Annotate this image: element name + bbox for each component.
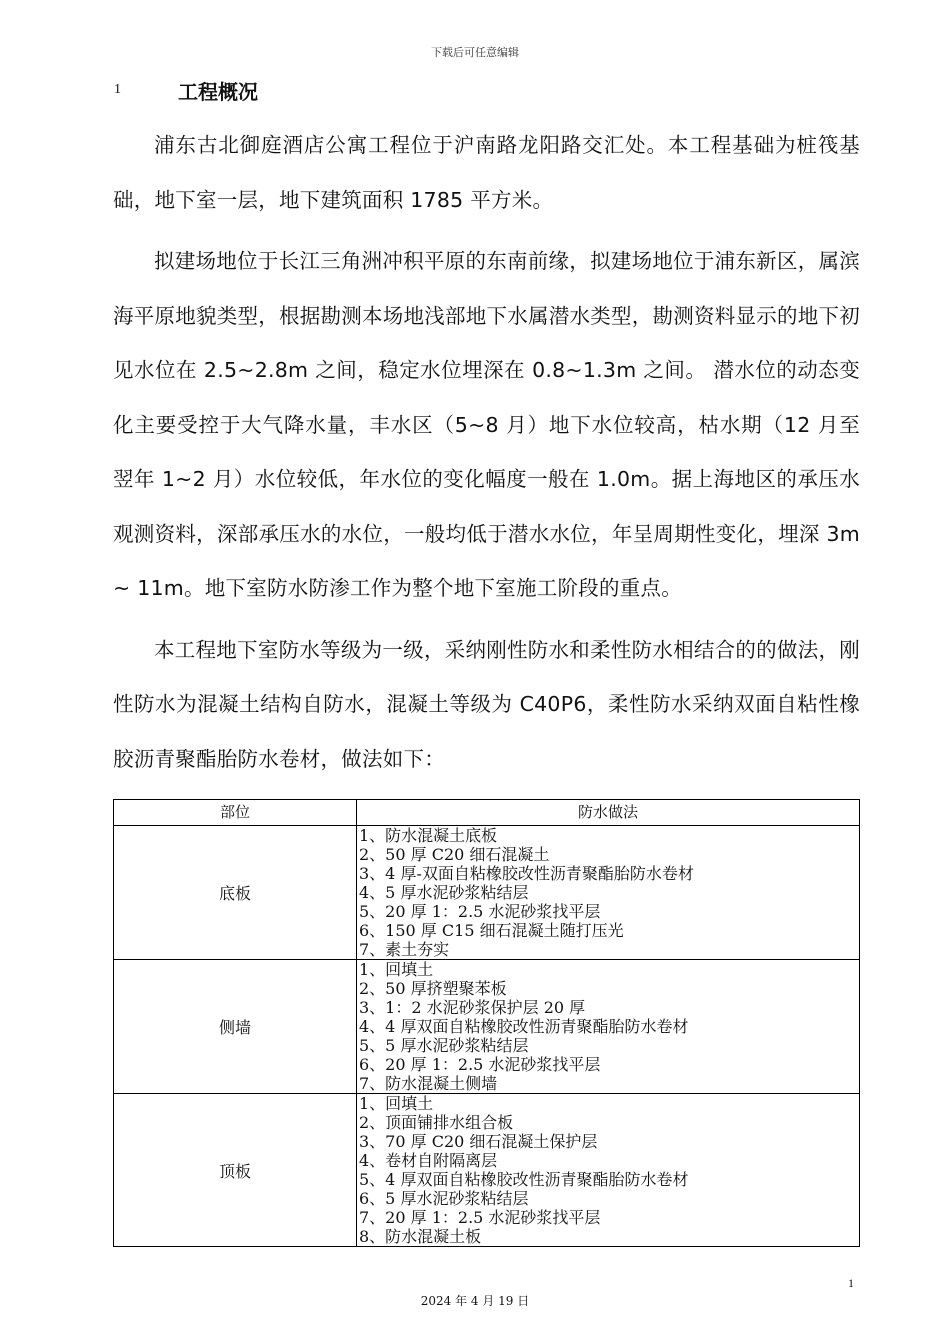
- method-item: 5、20 厚 1：2.5 水泥砂浆找平层: [359, 902, 601, 921]
- section-number: 1: [114, 82, 121, 97]
- method-item: 6、5 厚水泥砂浆粘结层: [359, 1189, 529, 1208]
- method-item: 3、1：2 水泥砂浆保护层 20 厚: [359, 998, 586, 1017]
- part-cell: 底板: [114, 826, 357, 960]
- method-item: 5、4 厚双面自粘橡胶改性沥青聚酯胎防水卷材: [359, 1170, 689, 1189]
- table-row: [114, 826, 860, 960]
- method-item: 8、防水混凝土板: [359, 1227, 482, 1246]
- method-item: 7、20 厚 1：2.5 水泥砂浆找平层: [359, 1208, 601, 1227]
- method-item: 2、50 厚挤塑聚苯板: [359, 979, 507, 998]
- method-item: 6、150 厚 C15 细石混凝土随打压光: [359, 921, 624, 940]
- paragraph: 浦东古北御庭酒店公寓工程位于沪南路龙阳路交汇处。本工程基础为桩筏基础，地下室一层，地下建筑面积 1785 平方米。: [113, 133, 860, 212]
- method-item: 4、4 厚双面自粘橡胶改性沥青聚酯胎防水卷材: [359, 1017, 689, 1036]
- method-item: 4、5 厚水泥砂浆粘结层: [359, 883, 529, 902]
- method-item: 2、顶面铺排水组合板: [359, 1113, 514, 1132]
- part-cell: 侧墙: [114, 960, 357, 1094]
- method-item: 1、防水混凝土底板: [359, 826, 498, 845]
- table-row: [114, 960, 860, 1094]
- method-item: 7、素土夯实: [359, 940, 450, 959]
- method-cell: [357, 826, 860, 960]
- method-item: 7、防水混凝土侧墙: [359, 1074, 498, 1093]
- body-text: [113, 118, 860, 786]
- method-item: 2、50 厚 C20 细石混凝土: [359, 845, 550, 864]
- method-item: 4、卷材自附隔离层: [359, 1151, 498, 1170]
- method-item: 1、回填土: [359, 960, 434, 979]
- part-cell: 顶板: [114, 1094, 357, 1247]
- method-item: 6、20 厚 1：2.5 水泥砂浆找平层: [359, 1055, 601, 1074]
- method-item: 1、回填土: [359, 1094, 434, 1113]
- method-item: 3、4 厚-双面自粘橡胶改性沥青聚酯胎防水卷材: [359, 864, 694, 883]
- page-header: 下载后可任意编辑: [431, 46, 519, 59]
- column-header-part: 部位: [114, 800, 357, 826]
- method-cell: [357, 960, 860, 1094]
- table-header-row: [114, 800, 860, 826]
- column-header-method: 防水做法: [357, 800, 860, 826]
- method-item: 3、70 厚 C20 细石混凝土保护层: [359, 1132, 598, 1151]
- section-title: 工程概况: [178, 80, 258, 104]
- table-row: [114, 1094, 860, 1247]
- method-item: 5、5 厚水泥砂浆粘结层: [359, 1036, 529, 1055]
- footer-date: 2024 年 4 月 19 日: [420, 1294, 530, 1308]
- waterproofing-table: [113, 799, 860, 1247]
- page-number: 1: [848, 1276, 854, 1290]
- paragraph: 拟建场地位于长江三角洲冲积平原的东南前缘，拟建场地位于浦东新区，属滨海平原地貌类型，根据勘测本场地浅部地下水属潜水类型，勘测资料显示的地下初见水位在 2.5~2.8m 之间，稳定水位埋深在 0.8~1.3m 之间。 潜水位的动态变化主要受控于大气降水量，丰水区（5~8 月）地下水位较高，枯水期（12 月至翌年 1~2 月）水位较低，年水位的变化幅度一般在 1.0m。据上海地区的承压水观测资料，深部承压水的水位，一般均低于潜水水位，年呈周期性变化，埋深 3m ~ 11m。地下室防水防渗工作为整个地下室施工阶段的重点。: [113, 249, 860, 600]
- paragraph: 本工程地下室防水等级为一级，采纳刚性防水和柔性防水相结合的的做法，刚性防水为混凝土结构自防水，混凝土等级为 C40P6，柔性防水采纳双面自粘性橡胶沥青聚酯胎防水卷材，做法如下：: [113, 637, 860, 771]
- method-cell: [357, 1094, 860, 1247]
